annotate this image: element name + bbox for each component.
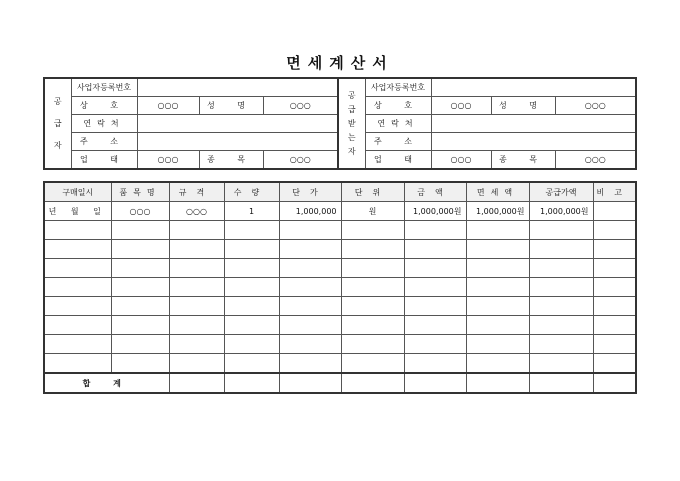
empty-cell[interactable]	[529, 278, 593, 297]
empty-cell[interactable]	[529, 259, 593, 278]
empty-cell[interactable]	[44, 221, 111, 240]
empty-cell[interactable]	[44, 278, 111, 297]
empty-cell[interactable]	[466, 278, 529, 297]
empty-cell[interactable]	[529, 221, 593, 240]
empty-cell[interactable]	[341, 354, 404, 374]
empty-cell[interactable]	[111, 221, 169, 240]
empty-cell[interactable]	[341, 335, 404, 354]
spec-cell[interactable]: ○○○	[169, 202, 224, 221]
receiver-side-char: 급	[347, 104, 356, 114]
empty-cell[interactable]	[404, 259, 466, 278]
empty-cell[interactable]	[593, 354, 636, 374]
empty-cell[interactable]	[224, 316, 279, 335]
table-row	[44, 278, 636, 297]
table-row	[44, 316, 636, 335]
empty-cell[interactable]	[593, 335, 636, 354]
header-cell: 단가	[279, 182, 341, 202]
empty-cell[interactable]	[593, 278, 636, 297]
total-cell[interactable]	[224, 373, 279, 393]
supplier-business-label: 업 태	[71, 151, 137, 170]
empty-cell[interactable]	[593, 259, 636, 278]
receiver-contact-label: 연락처	[365, 115, 431, 133]
note-cell[interactable]	[593, 202, 636, 221]
table-row	[44, 221, 636, 240]
empty-cell[interactable]	[224, 335, 279, 354]
supplier-biz-no-label: 사업자등록번호	[71, 78, 137, 97]
supplier-name-label: 성 명	[199, 97, 263, 115]
empty-cell[interactable]	[224, 240, 279, 259]
empty-cell[interactable]	[169, 221, 224, 240]
empty-cell[interactable]	[341, 259, 404, 278]
empty-cell[interactable]	[593, 240, 636, 259]
receiver-item-type-field[interactable]: ○○○	[555, 151, 636, 170]
empty-cell[interactable]	[169, 278, 224, 297]
empty-cell[interactable]	[404, 221, 466, 240]
empty-cell[interactable]	[279, 316, 341, 335]
empty-cell[interactable]	[404, 297, 466, 316]
receiver-address-label: 주 소	[365, 133, 431, 151]
items-header-row	[44, 182, 636, 202]
empty-cell[interactable]	[279, 354, 341, 374]
empty-cell[interactable]	[279, 240, 341, 259]
supplier-side-char: 공	[53, 96, 62, 106]
supplier-business-field[interactable]: ○○○	[137, 151, 199, 170]
empty-cell[interactable]	[224, 297, 279, 316]
total-cell[interactable]	[466, 373, 529, 393]
empty-cell[interactable]	[341, 316, 404, 335]
empty-cell[interactable]	[169, 259, 224, 278]
tax-free-cell[interactable]: 1,000,000원	[466, 202, 529, 221]
receiver-side-char: 공	[347, 90, 356, 100]
empty-cell[interactable]	[169, 297, 224, 316]
empty-cell[interactable]	[169, 354, 224, 374]
total-cell[interactable]	[404, 373, 466, 393]
empty-cell[interactable]	[341, 297, 404, 316]
header-cell: 구매일시	[44, 182, 111, 202]
empty-cell[interactable]	[279, 335, 341, 354]
header-cell: 면세액	[466, 182, 529, 202]
empty-cell[interactable]	[279, 297, 341, 316]
supplier-side-char: 자	[53, 140, 62, 150]
empty-cell[interactable]	[44, 354, 111, 374]
empty-cell[interactable]	[44, 316, 111, 335]
header-cell: 수량	[224, 182, 279, 202]
empty-cell[interactable]	[44, 259, 111, 278]
empty-cell[interactable]	[466, 297, 529, 316]
product-cell[interactable]: ○○○	[111, 202, 169, 221]
table-row	[44, 202, 636, 221]
empty-cell[interactable]	[466, 221, 529, 240]
empty-cell[interactable]	[169, 316, 224, 335]
total-cell[interactable]	[529, 373, 593, 393]
empty-cell[interactable]	[44, 297, 111, 316]
empty-cell[interactable]	[44, 240, 111, 259]
supplier-company-label: 상 호	[71, 97, 137, 115]
empty-cell[interactable]	[341, 278, 404, 297]
empty-cell[interactable]	[169, 240, 224, 259]
total-cell[interactable]	[341, 373, 404, 393]
supplier-address-label: 주 소	[71, 133, 137, 151]
empty-cell[interactable]	[111, 259, 169, 278]
receiver-address-field[interactable]	[431, 133, 636, 151]
empty-cell[interactable]	[593, 316, 636, 335]
table-row	[44, 354, 636, 374]
header-cell: 비고	[593, 182, 636, 202]
empty-cell[interactable]	[466, 335, 529, 354]
empty-cell[interactable]	[341, 240, 404, 259]
empty-cell[interactable]	[593, 221, 636, 240]
empty-cell[interactable]	[404, 278, 466, 297]
supplier-item-type-label: 종 목	[199, 151, 263, 170]
empty-cell[interactable]	[111, 354, 169, 374]
empty-cell[interactable]	[224, 259, 279, 278]
empty-cell[interactable]	[466, 240, 529, 259]
empty-cell[interactable]	[529, 335, 593, 354]
empty-cell[interactable]	[466, 316, 529, 335]
supplier-address-field[interactable]	[137, 133, 338, 151]
supplier-contact-label: 연락처	[71, 115, 137, 133]
supplier-side-char: 급	[53, 118, 62, 128]
supplier-biz-no-field[interactable]	[137, 78, 338, 97]
empty-cell[interactable]	[111, 297, 169, 316]
receiver-business-label: 업 태	[365, 151, 431, 170]
header-cell: 공급가액	[529, 182, 593, 202]
header-cell: 규격	[169, 182, 224, 202]
receiver-item-type-label: 종 목	[491, 151, 555, 170]
empty-cell[interactable]	[111, 240, 169, 259]
empty-cell[interactable]	[341, 221, 404, 240]
supplier-contact-field[interactable]	[137, 115, 338, 133]
qty-cell[interactable]: 1	[224, 202, 279, 221]
party-info-table	[43, 77, 637, 170]
receiver-side-char: 는	[347, 132, 356, 142]
receiver-name-field[interactable]: ○○○	[555, 97, 636, 115]
receiver-biz-no-field[interactable]	[431, 78, 636, 97]
page-title: 면세계산서	[286, 54, 394, 72]
total-row	[44, 373, 636, 393]
empty-cell[interactable]	[279, 259, 341, 278]
table-row	[44, 240, 636, 259]
empty-cell[interactable]	[111, 316, 169, 335]
supply-cell[interactable]: 1,000,000원	[529, 202, 593, 221]
empty-cell[interactable]	[529, 354, 593, 374]
receiver-company-field[interactable]: ○○○	[431, 97, 491, 115]
empty-cell[interactable]	[404, 240, 466, 259]
empty-cell[interactable]	[404, 354, 466, 374]
total-cell[interactable]	[593, 373, 636, 393]
empty-cell[interactable]	[279, 278, 341, 297]
receiver-contact-field[interactable]	[431, 115, 636, 133]
supplier-side-label	[44, 78, 71, 169]
header-cell: 금액	[404, 182, 466, 202]
empty-cell[interactable]	[279, 221, 341, 240]
empty-cell[interactable]	[111, 278, 169, 297]
total-cell[interactable]	[279, 373, 341, 393]
header-cell: 단위	[341, 182, 404, 202]
receiver-name-label: 성 명	[491, 97, 555, 115]
receiver-biz-no-label: 사업자등록번호	[365, 78, 431, 97]
unit-price-cell[interactable]: 1,000,000	[279, 202, 341, 221]
total-label: 합 계	[44, 373, 169, 393]
receiver-side-char: 자	[347, 146, 356, 156]
empty-cell[interactable]	[529, 297, 593, 316]
header-cell: 품목명	[111, 182, 169, 202]
empty-cell[interactable]	[466, 354, 529, 374]
items-table	[43, 181, 637, 394]
empty-cell[interactable]	[404, 316, 466, 335]
empty-cell[interactable]	[593, 297, 636, 316]
receiver-business-field[interactable]: ○○○	[431, 151, 491, 170]
receiver-company-label: 상 호	[365, 97, 431, 115]
supplier-name-field[interactable]: ○○○	[263, 97, 338, 115]
unit-cell[interactable]: 원	[341, 202, 404, 221]
table-row	[44, 259, 636, 278]
empty-cell[interactable]	[44, 335, 111, 354]
empty-cell[interactable]	[224, 221, 279, 240]
empty-cell[interactable]	[404, 335, 466, 354]
empty-cell[interactable]	[169, 335, 224, 354]
date-cell[interactable]: 년 월 일	[44, 202, 111, 221]
empty-cell[interactable]	[111, 335, 169, 354]
table-row	[44, 335, 636, 354]
empty-cell[interactable]	[529, 240, 593, 259]
empty-cell[interactable]	[224, 278, 279, 297]
empty-cell[interactable]	[224, 354, 279, 374]
receiver-side-char: 받	[347, 118, 356, 128]
receiver-side-label	[338, 78, 365, 169]
total-cell[interactable]	[169, 373, 224, 393]
amount-cell[interactable]: 1,000,000원	[404, 202, 466, 221]
table-row	[44, 297, 636, 316]
supplier-company-field[interactable]: ○○○	[137, 97, 199, 115]
empty-cell[interactable]	[466, 259, 529, 278]
supplier-item-type-field[interactable]: ○○○	[263, 151, 338, 170]
empty-cell[interactable]	[529, 316, 593, 335]
